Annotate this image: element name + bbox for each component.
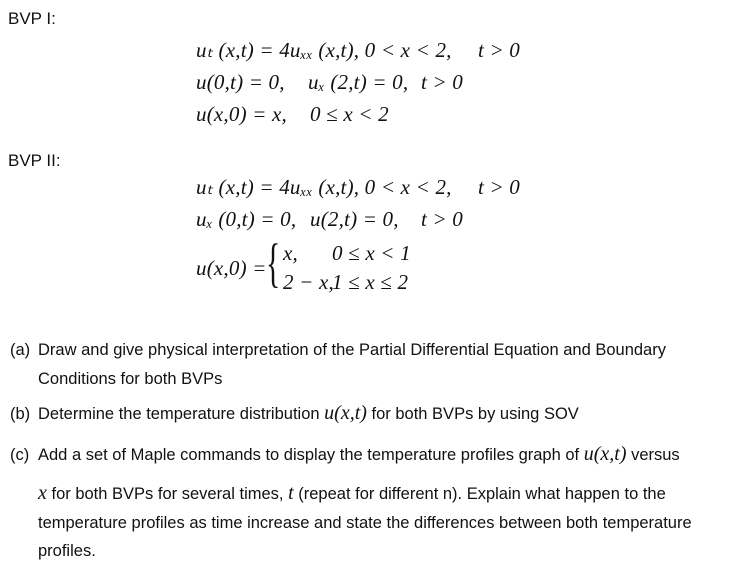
question-c-line2-mid: for both BVPs for several times, — [51, 485, 284, 503]
bvp2-initial-lhs: u(x,0) = — [196, 256, 267, 280]
question-c-line2-t: t — [288, 482, 294, 504]
question-c-line2 — [38, 482, 666, 505]
bvp1-initial-domain: 0 ≤ x < 2 — [310, 102, 389, 126]
bvp2-boundary-time-condition: t > 0 — [421, 207, 464, 231]
question-a — [10, 339, 666, 361]
bvp2-right-boundary-condition: u(2,t) = 0, — [310, 207, 399, 231]
bvp2-pde: uₜ (x,t) = 4uₓₓ (x,t), 0 < x < 2, — [196, 175, 452, 199]
question-a-line2: Conditions for both BVPs — [38, 370, 223, 388]
bvp1-left-boundary-condition: u(0,t) = 0, — [196, 70, 285, 94]
bvp2-case1-condition: 0 ≤ x < 1 — [332, 241, 411, 265]
bvp2-heading: BVP II: — [8, 151, 61, 170]
bvp2-case1-value: x, — [283, 241, 298, 265]
bvp2-pde-time-condition: t > 0 — [478, 175, 521, 199]
bvp1-right-boundary-condition: uₓ (2,t) = 0, — [308, 70, 409, 94]
question-a-line1: Draw and give physical interpretation of the Partial Differential Equation and Boundary — [38, 341, 666, 359]
bvp1-initial-condition: u(x,0) = x, — [196, 102, 287, 126]
question-c-math: u(x,t) — [583, 443, 627, 465]
question-b-label: (b) — [10, 405, 31, 423]
question-c-pre: Add a set of Maple commands to display the temperature profiles graph of — [38, 446, 580, 464]
bvp2-case2-value: 2 − x, — [283, 270, 334, 294]
bvp2-left-boundary-condition: uₓ (0,t) = 0, — [196, 207, 297, 231]
question-a-label: (a) — [10, 341, 31, 359]
bvp1-pde-time-condition: t > 0 — [478, 38, 521, 62]
question-c-line2-post: (repeat for different n). Explain what happen to the — [298, 485, 666, 503]
question-c — [10, 443, 680, 466]
question-b — [10, 402, 579, 425]
bvp1-pde: uₜ (x,t) = 4uₓₓ (x,t), 0 < x < 2, — [196, 38, 452, 62]
bvp2-case2-condition: 1 ≤ x ≤ 2 — [332, 270, 409, 294]
question-b-pre: Determine the temperature distribution — [38, 405, 320, 423]
question-c-line4: profiles. — [38, 542, 96, 560]
question-c-label: (c) — [10, 446, 30, 464]
piecewise-brace: { — [266, 233, 281, 293]
bvp1-heading: BVP I: — [8, 9, 56, 28]
question-c-line3: temperature profiles as time increase and state the differences between both temperature — [38, 514, 692, 532]
question-b-math: u(x,t) — [324, 402, 367, 424]
question-c-post: versus — [631, 446, 680, 464]
question-b-post: for both BVPs by using SOV — [371, 405, 579, 423]
bvp1-boundary-time-condition: t > 0 — [421, 70, 464, 94]
question-c-line2-x: x — [38, 482, 47, 504]
